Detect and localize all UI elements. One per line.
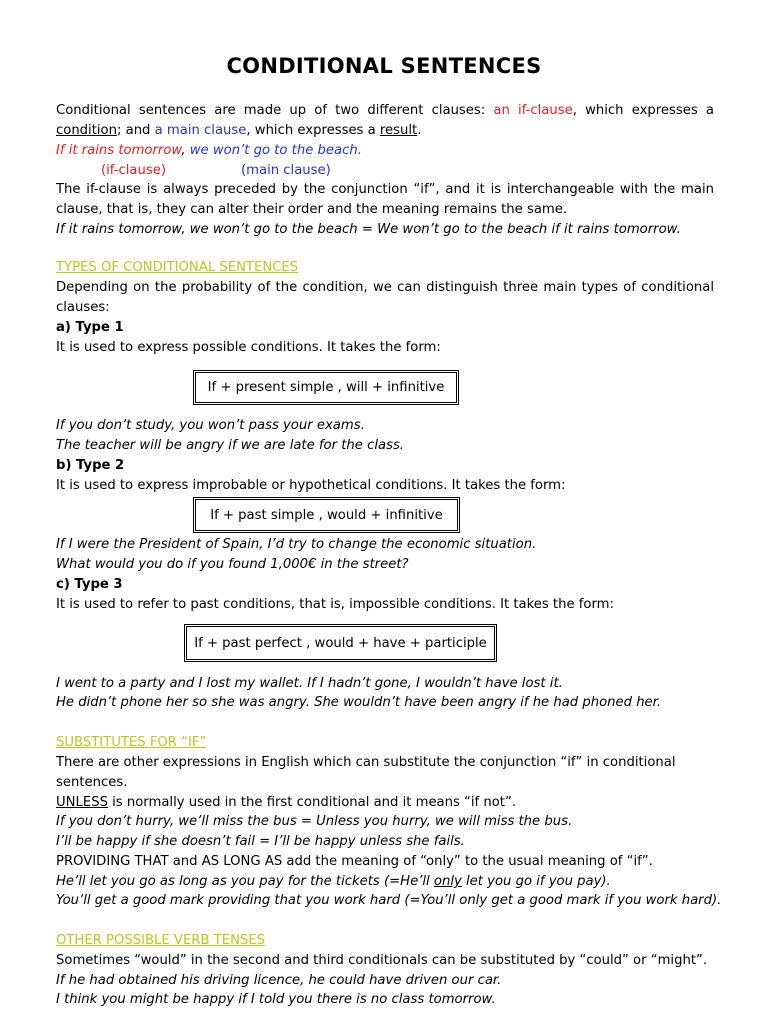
substitutes-p-line-1: There are other expressions in English which can substitute the conjunction “if” in conditional — [56, 755, 676, 770]
example-text: let you go if you pay). — [461, 874, 611, 889]
other-tenses-example-1: If he had obtained his driving licence, he could have driven our car. — [56, 973, 502, 988]
main-clause-label: (main clause) — [241, 163, 331, 178]
type2-example-1: If I were the President of Spain, I’d try to change the economic situation. — [56, 537, 537, 552]
intro-p2-line-2: clause, that is, they can alter their order and the meaning remains the same. — [56, 202, 568, 217]
type2-formula: If + past simple , would + infinitive — [210, 507, 443, 523]
unless-text: is normally used in the first conditional and it means “if not”. — [107, 795, 517, 810]
intro-example — [56, 141, 362, 160]
unless-example-1: If you don’t hurry, we’ll miss the bus = Unless you hurry, we will miss the bus. — [56, 814, 573, 829]
result-term: result — [379, 123, 418, 138]
intro-text: , which expresses a — [246, 123, 376, 138]
type2-desc: It is used to express improbable or hypothetical conditions. It takes the form: — [56, 478, 566, 493]
types-heading: TYPES OF CONDITIONAL SENTENCES — [56, 260, 299, 275]
providing-example-1 — [56, 872, 611, 891]
type3-example-1: I went to a party and I lost my wallet. If I hadn’t gone, I wouldn’t have lost it. — [56, 676, 563, 691]
other-tenses-example-2: I think you might be happy if I told you there is no class tomorrow. — [56, 992, 496, 1007]
other-tenses-p: Sometimes “would” in the second and third conditionals can be substituted by “could” or “might”. — [56, 953, 708, 968]
providing-line: PROVIDING THAT and AS LONG AS add the meaning of “only” to the usual meaning of “if”. — [56, 854, 653, 869]
main-clause-term: a main clause — [154, 123, 247, 138]
providing-example-2: You’ll get a good mark providing that you work hard (=You’ll only get a good mark if you work hard). — [56, 893, 722, 908]
unless-example-2: I’ll be happy if she doesn’t fail = I’ll be happy unless she fails. — [56, 834, 465, 849]
types-p-text: Depending on the probability of the condition, we can distinguish three main types of conditional — [56, 280, 714, 295]
other-tenses-heading: OTHER POSSIBLE VERB TENSES — [56, 933, 266, 948]
if-clause-term: an if-clause — [493, 103, 573, 118]
types-p-line-1 — [56, 278, 714, 297]
only-term: only — [433, 874, 462, 889]
intro-line-1 — [56, 101, 714, 120]
type1-formula: If + present simple , will + infinitive — [207, 380, 445, 395]
intro-line-2 — [56, 121, 421, 140]
type1-desc: It is used to express possible conditions. It takes the form: — [56, 340, 441, 355]
intro-text: Conditional sentences are made up of two different clauses: — [56, 103, 486, 118]
page-title: CONDITIONAL SENTENCES — [226, 54, 542, 78]
example-comma: , — [181, 143, 186, 158]
intro-p2-line-1 — [56, 180, 714, 199]
type3-formula-box — [184, 624, 497, 662]
substitutes-heading: SUBSTITUTES FOR “IF” — [56, 735, 207, 750]
example-if-clause: If it rains tomorrow — [56, 143, 182, 158]
types-p-line-2: clauses: — [56, 300, 110, 315]
type1-example-1: If you don’t study, you won’t pass your exams. — [56, 418, 365, 433]
intro-p2-example: If it rains tomorrow, we won’t go to the beach = We won’t go to the beach if it rains tomorrow. — [56, 222, 681, 237]
type3-formula: If + past perfect , would + have + participle — [194, 635, 487, 651]
substitutes-p-line-2: sentences. — [56, 775, 128, 790]
if-clause-label: (if-clause) — [101, 163, 166, 178]
unless-term: UNLESS — [56, 795, 108, 810]
type1-formula-box — [193, 370, 459, 405]
type2-example-2: What would you do if you found 1,000€ in the street? — [56, 557, 409, 572]
condition-term: condition — [56, 123, 117, 138]
type2-formula-box — [193, 497, 460, 533]
type3-desc: It is used to refer to past conditions, that is, impossible conditions. It takes the form: — [56, 597, 614, 612]
example-main-clause: we won’t go to the beach. — [189, 143, 362, 158]
type1-example-2: The teacher will be angry if we are late for the class. — [56, 438, 405, 453]
type3-title: c) Type 3 — [56, 577, 123, 592]
type1-title: a) Type 1 — [56, 320, 124, 335]
type3-example-2: He didn’t phone her so she was angry. She wouldn’t have been angry if he had phoned her. — [56, 695, 662, 710]
example-text: He’ll let you go as long as you pay for the tickets (=He’ll — [56, 874, 434, 889]
type2-title: b) Type 2 — [56, 458, 125, 473]
intro-text: . — [417, 123, 422, 138]
intro-text: , which expresses a — [572, 103, 715, 118]
unless-line — [56, 793, 516, 812]
intro-p2-text: The if-clause is always preceded by the conjunction “if”, and it is interchangeable with the main — [56, 182, 714, 197]
intro-text: ; and — [116, 123, 151, 138]
